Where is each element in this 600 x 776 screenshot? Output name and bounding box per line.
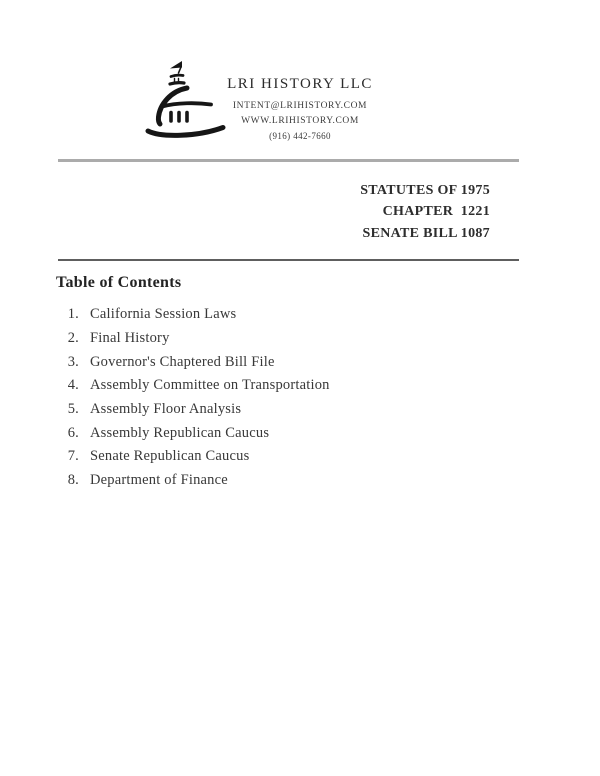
toc-item <box>60 421 480 445</box>
toc-item-number: 6. <box>67 424 79 441</box>
toc-item-number: 1. <box>67 306 79 323</box>
senate-bill-line: SENATE BILL 1087 <box>362 225 490 241</box>
toc-item-label: Senate Republican Caucus <box>90 448 250 465</box>
toc-item <box>60 327 480 351</box>
divider-bottom <box>58 259 519 261</box>
statutes-line: STATUTES OF 1975 <box>360 183 490 198</box>
toc-item-number: 7. <box>67 448 79 465</box>
company-phone: (916) 442-7660 <box>269 131 331 141</box>
company-name: LRI HISTORY LLC <box>227 76 373 92</box>
toc-item-number: 2. <box>67 330 79 347</box>
toc-item <box>60 445 480 469</box>
chapter-line: CHAPTER 1221 <box>382 204 490 220</box>
toc-title: Table of Contents <box>56 274 182 291</box>
toc-item-label: Assembly Republican Caucus <box>90 424 270 441</box>
toc-item-label: Department of Finance <box>90 472 228 489</box>
toc-item <box>60 374 480 398</box>
toc-item <box>60 303 480 327</box>
company-website: WWW.LRIHISTORY.COM <box>241 116 359 126</box>
letterhead <box>205 76 395 141</box>
divider-top <box>58 159 519 162</box>
toc-item-number: 4. <box>67 377 79 394</box>
toc-item-label: California Session Laws <box>90 306 237 323</box>
toc-item-number: 8. <box>67 472 79 489</box>
toc-list <box>60 303 480 493</box>
toc-item-label: Final History <box>90 330 170 347</box>
company-email: INTENT@LRIHISTORY.COM <box>232 101 368 111</box>
toc-item-label: Assembly Committee on Transportation <box>90 377 330 394</box>
bill-info-block <box>360 180 490 244</box>
toc-item-label: Assembly Floor Analysis <box>90 401 242 418</box>
toc-item <box>60 469 480 493</box>
toc-item-number: 5. <box>67 401 79 418</box>
toc-item <box>60 398 480 422</box>
toc-item-number: 3. <box>67 353 79 370</box>
toc-item <box>60 350 480 374</box>
toc-item-label: Governor's Chaptered Bill File <box>90 353 275 370</box>
